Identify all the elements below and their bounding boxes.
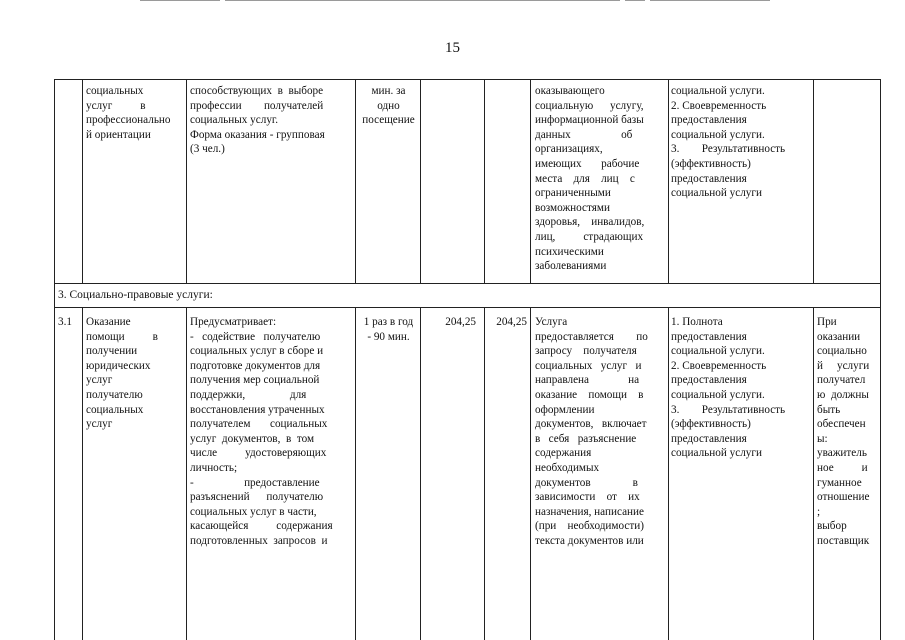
page-number: 15 bbox=[445, 40, 460, 56]
service-indicators: 1. Полнота предоставления социальной услуги. 2. Своевременность предоставления социальной услуги. 3. Результативность (эффективность) предоставления социальной услуги bbox=[671, 316, 786, 460]
service-cost: 204,25 bbox=[496, 316, 527, 328]
prev-row-content: способствующих в выборе профессии получателей социальных услуг. Форма оказания - групповая (3 чел.) bbox=[190, 85, 325, 156]
section-title: 3. Социально-правовые услуги: bbox=[58, 289, 213, 301]
service-conditions: Услуга предоставляется по запросу получателя социальных услуг и направлена на оказание помощи в оформлении документов, включает в себя разъяснение содержания необходимых документов в зависимости от их назначения, написание (при необходимости) текста документов или bbox=[535, 316, 648, 547]
prev-row-conditions: оказывающего социальную услугу, информационной базы данных об организациях, имеющих рабочие места для лиц с ограниченными возможностями здоровья, инвалидов, лиц, страдающих психическими заболеваниями bbox=[535, 85, 645, 273]
row-number: 3.1 bbox=[58, 316, 72, 328]
service-content: Предусматривает: - содействие получателю социальных услуг в сборе и подготовке документов для получения мер социальной поддержки, для восстановления утраченных получателем социальных услуг документов, в том числе удостоверяющих личность; - предоставление разъяснений получателю социальных услуг в части, касающейся содержания подготовленных запросов и bbox=[190, 316, 333, 547]
service-name: Оказание помощи в получении юридических услуг получателю социальных услуг bbox=[86, 316, 158, 431]
prev-row-name: социальных услуг в профессионально й ориентации bbox=[86, 85, 171, 141]
service-tariff: 204,25 bbox=[445, 316, 476, 328]
prev-row-term: мин. за одно посещение bbox=[362, 85, 415, 127]
prev-row-indicators: социальной услуги. 2. Своевременность предоставления социальной услуги. 3. Результативность (эффективность) предоставления социальной услуги bbox=[671, 85, 786, 200]
service-notes: При оказании социально й услуги получател ю должны быть обеспечен ы: уважитель ное и гуманное отношение ; выбор поставщик bbox=[817, 316, 870, 547]
service-term: 1 раз в год - 90 мин. bbox=[363, 316, 414, 343]
